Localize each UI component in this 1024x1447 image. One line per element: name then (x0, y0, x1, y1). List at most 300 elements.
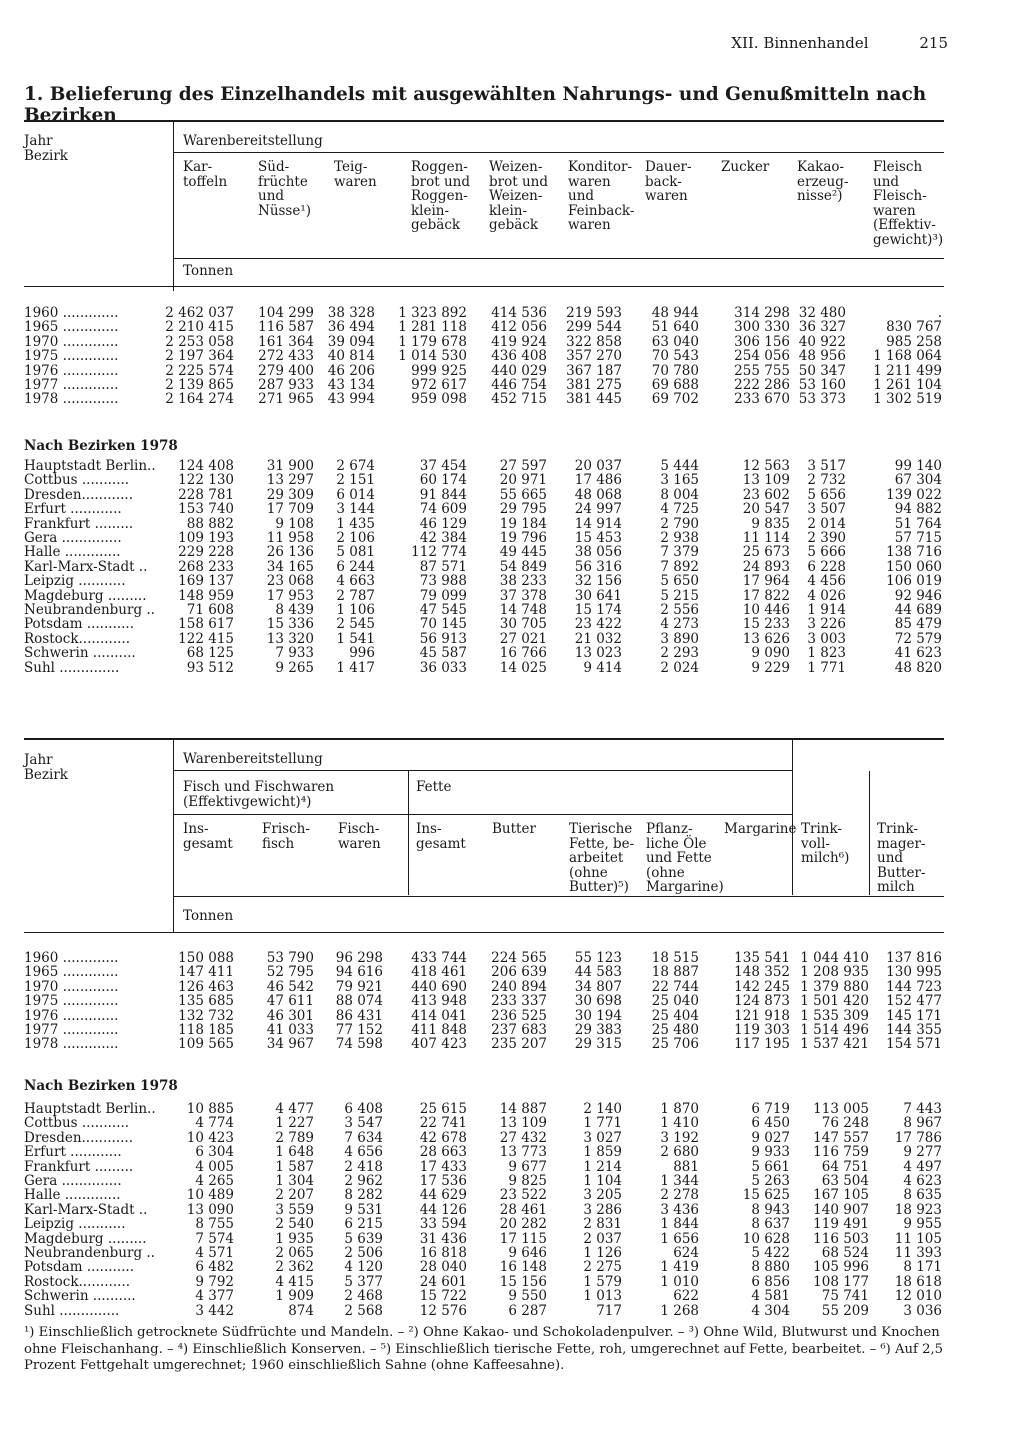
table-cell: 13 109 (742, 472, 790, 489)
table-cell: 1 535 309 (800, 1007, 869, 1024)
column-header: Weizen- brot und Weizen- klein- gebäck (489, 159, 548, 233)
table-cell: 43 134 (327, 377, 375, 393)
table-cell: 1 823 (807, 645, 846, 662)
table-cell: 414 041 (411, 1007, 467, 1024)
table-cell: 5 656 (807, 486, 846, 503)
table-cell: 17 709 (266, 501, 314, 518)
row-label: 1970 ............. (24, 978, 119, 995)
table-cell: 70 780 (651, 362, 699, 379)
table-cell: 69 702 (651, 391, 699, 408)
table-cell: 135 685 (178, 993, 234, 1010)
table-cell: 12 576 (419, 1302, 467, 1319)
table-cell: 414 536 (491, 305, 547, 321)
table-cell: 4 273 (660, 616, 699, 633)
table-cell: 1 323 892 (398, 305, 467, 321)
table-cell: 36 033 (419, 659, 467, 676)
table-cell: 5 639 (344, 1230, 383, 1247)
table-cell: 5 263 (751, 1173, 790, 1189)
table-cell: 2 065 (275, 1245, 314, 1261)
table-cell: 622 (673, 1288, 699, 1305)
table-cell: 1 541 (336, 630, 375, 647)
table-cell: 1 208 935 (800, 964, 869, 981)
table-cell: 38 056 (574, 544, 622, 561)
table-cell: 1 410 (660, 1115, 699, 1132)
table-cell: 28 663 (419, 1144, 467, 1161)
table-cell: 5 377 (344, 1273, 383, 1290)
table-cell: 9 677 (508, 1158, 547, 1175)
table-cell: 34 967 (266, 1036, 314, 1053)
table-cell: 126 463 (178, 978, 234, 995)
table-cell: 119 491 (813, 1216, 869, 1233)
table-cell: 235 207 (491, 1036, 547, 1053)
table-cell: 2 556 (660, 602, 699, 618)
row-label: 1970 ............. (24, 333, 119, 350)
table-cell: 4 415 (275, 1273, 314, 1290)
table-cell: 15 625 (742, 1187, 790, 1204)
table-cell: 24 893 (742, 558, 790, 575)
table-cell: 8 943 (751, 1201, 790, 1218)
table-cell: 25 480 (651, 1022, 699, 1038)
column-header: Dauer- back- waren (645, 159, 692, 204)
row-label: 1965 ............. (24, 964, 119, 981)
row-label: Rostock............ (24, 1273, 131, 1290)
table-cell: 85 479 (894, 616, 942, 633)
table-cell: 4 656 (344, 1144, 383, 1161)
table-cell: 1 435 (336, 515, 375, 532)
table-cell: 167 105 (813, 1187, 869, 1204)
table-cell: 42 384 (419, 530, 467, 546)
table-cell: 22 744 (651, 978, 699, 995)
table-cell: 2 540 (275, 1216, 314, 1233)
column-header: Trink- voll- milch⁶) (801, 821, 850, 866)
column-header: Zucker (721, 159, 770, 175)
table-cell: 138 716 (886, 544, 942, 561)
table-cell: 279 400 (258, 362, 314, 379)
table-cell: 74 598 (335, 1036, 383, 1053)
table-cell: 23 602 (742, 486, 790, 503)
table-cell: 43 994 (327, 391, 375, 408)
table-cell: 20 971 (499, 472, 547, 489)
row-label: Gera .............. (24, 530, 122, 546)
table-cell: 6 482 (195, 1259, 234, 1276)
fat-heading: Fette (416, 779, 452, 795)
table-cell: 47 545 (419, 602, 467, 618)
row-label: 1975 ............. (24, 993, 119, 1010)
table-cell: 413 948 (411, 993, 467, 1010)
table-cell: 140 907 (813, 1201, 869, 1218)
table-cell: 161 364 (258, 333, 314, 350)
table-cell: 4 265 (195, 1173, 234, 1189)
row-label: Cottbus ........... (24, 1115, 130, 1132)
table-cell: 31 900 (266, 458, 314, 474)
column-header: Ins- gesamt (416, 821, 466, 852)
table-cell: 3 036 (903, 1302, 942, 1319)
row-label: Erfurt ............ (24, 501, 122, 518)
table-cell: 9 265 (275, 659, 314, 676)
table-cell: 237 683 (491, 1022, 547, 1038)
table-cell: 25 673 (742, 544, 790, 561)
table-cell: 10 489 (186, 1187, 234, 1204)
table-cell: 13 023 (574, 645, 622, 662)
table-cell: 996 (349, 645, 375, 662)
table-cell: 3 890 (660, 630, 699, 647)
table-cell: 13 090 (186, 1201, 234, 1218)
table-cell: 152 477 (886, 993, 942, 1010)
table-cell: 1 844 (660, 1216, 699, 1233)
table-cell: 27 021 (499, 630, 547, 647)
table-cell: 23 422 (574, 616, 622, 633)
table-cell: 112 774 (411, 544, 467, 561)
table-cell: 9 835 (751, 515, 790, 532)
table-cell: 99 140 (894, 458, 942, 474)
row-label: 1965 ............. (24, 319, 119, 336)
table-cell: 124 873 (734, 993, 790, 1010)
table-cell: 148 352 (734, 964, 790, 981)
table-cell: 11 393 (894, 1245, 942, 1261)
table-cell: 1 302 519 (873, 391, 942, 408)
table-cell: 17 115 (499, 1230, 547, 1247)
table-cell: 79 099 (419, 587, 467, 604)
table-cell: 3 226 (807, 616, 846, 633)
table-cell: 51 640 (651, 319, 699, 336)
table-cell: 4 623 (903, 1173, 942, 1189)
column-header: Pflanz- liche Öle und Fette (ohne Margarine) (646, 821, 724, 895)
table-cell: 3 192 (660, 1129, 699, 1146)
table-cell: 94 882 (894, 501, 942, 518)
table-cell: 119 303 (734, 1022, 790, 1038)
table-cell: 68 524 (821, 1245, 869, 1261)
table-cell: 27 432 (499, 1129, 547, 1146)
table-cell: 9 531 (344, 1201, 383, 1218)
row-label: Suhl .............. (24, 1302, 120, 1319)
table-cell: 121 918 (734, 1007, 790, 1024)
table-cell: 55 209 (821, 1302, 869, 1319)
table-cell: 8 967 (903, 1115, 942, 1132)
table-cell: 9 955 (903, 1216, 942, 1233)
table-cell: 17 964 (742, 573, 790, 590)
table-cell: 3 517 (807, 458, 846, 474)
table-cell: 6 304 (195, 1144, 234, 1161)
table-cell: 3 144 (336, 501, 375, 518)
row-label: 1978 ............. (24, 1036, 119, 1053)
row-label: Cottbus ........... (24, 472, 130, 489)
page-number: 215 (919, 34, 948, 52)
table-cell: 49 445 (499, 544, 547, 561)
table-cell: 1 859 (583, 1144, 622, 1161)
table-cell: 24 601 (419, 1273, 467, 1290)
table-cell: 8 637 (751, 1216, 790, 1233)
table-cell: 5 215 (660, 587, 699, 604)
table-cell: 999 925 (411, 362, 467, 379)
table-cell: 10 446 (742, 602, 790, 618)
table-cell: 367 187 (566, 362, 622, 379)
row-label: 1960 ............. (24, 950, 119, 966)
table-cell: 150 060 (886, 558, 942, 575)
table-cell: 13 626 (742, 630, 790, 647)
table-cell: 87 571 (419, 558, 467, 575)
table-cell: 29 795 (499, 501, 547, 518)
table-cell: 2 275 (583, 1259, 622, 1276)
table-cell: 22 741 (419, 1115, 467, 1132)
table-cell: 4 477 (275, 1101, 314, 1117)
table-cell: 236 525 (491, 1007, 547, 1024)
table-cell: 9 933 (751, 1144, 790, 1161)
table-cell: 144 355 (886, 1022, 942, 1038)
row-label: 1977 ............. (24, 377, 119, 393)
table-cell: 41 033 (266, 1022, 314, 1038)
table-cell: 9 646 (508, 1245, 547, 1261)
table-cell: 47 611 (266, 993, 314, 1010)
column-header: Fisch- waren (338, 821, 381, 852)
row-label: Hauptstadt Berlin.. (24, 1101, 156, 1117)
table-cell: 440 690 (411, 978, 467, 995)
table-cell: 122 130 (178, 472, 234, 489)
table-cell: 15 156 (499, 1273, 547, 1290)
table-cell: 717 (596, 1302, 622, 1319)
table-cell: 55 665 (499, 486, 547, 503)
table-cell: 2 789 (275, 1129, 314, 1146)
table-cell: 11 114 (742, 530, 790, 546)
table-cell: 18 515 (651, 950, 699, 966)
table-cell: 4 456 (807, 573, 846, 590)
table-cell: 2 418 (344, 1158, 383, 1175)
table-cell: 255 755 (734, 362, 790, 379)
table-cell: 25 615 (419, 1101, 467, 1117)
table-cell: 5 650 (660, 573, 699, 590)
table-cell: 30 194 (574, 1007, 622, 1024)
table-cell: 1 168 064 (873, 348, 942, 365)
table-cell: 407 423 (411, 1036, 467, 1053)
table-cell: 8 004 (660, 486, 699, 503)
table-cell: 75 741 (821, 1288, 869, 1305)
table-cell: 32 156 (574, 573, 622, 590)
table-cell: 10 885 (186, 1101, 234, 1117)
table-cell: 2 831 (583, 1216, 622, 1233)
table-cell: 118 185 (178, 1022, 234, 1038)
stub-heading: Jahr Bezirk (24, 133, 68, 164)
row-label: Frankfurt ......... (24, 1158, 134, 1175)
table-cell: 1 010 (660, 1273, 699, 1290)
table-cell: 53 160 (798, 377, 846, 393)
table-cell: 3 003 (807, 630, 846, 647)
table-cell: 1 379 880 (800, 978, 869, 995)
table-cell: 357 270 (566, 348, 622, 365)
table-cell: 17 536 (419, 1173, 467, 1189)
table-cell: 18 923 (894, 1201, 942, 1218)
table-cell: 2 225 574 (165, 362, 234, 379)
table-cell: 5 422 (751, 1245, 790, 1261)
table-cell: 12 010 (894, 1288, 942, 1305)
table-cell: 53 373 (798, 391, 846, 408)
footnotes: ¹) Einschließlich getrocknete Südfrüchte und Mandeln. – ²) Ohne Kakao- und Schokoladenpulver. – ³) Ohne Wild, Blutwurst und Knochen ohne Fleischanhang. – ⁴) Einschließlich Konserven. – ⁵) Einschließlich tierische Fette, roh, umgerechnet auf Fette, bearbeitet. – ⁶) Auf 2,5 Prozent Fettgehalt umgerechnet; 1960 einschließlich Sahne (ohne Kaffeesahne). (24, 1325, 944, 1373)
table-cell: 2 468 (344, 1288, 383, 1305)
table-cell: 5 444 (660, 458, 699, 474)
table-cell: 8 282 (344, 1187, 383, 1204)
table-cell: 10 628 (742, 1230, 790, 1247)
table-cell: 4 005 (195, 1158, 234, 1175)
table-cell: 9 792 (195, 1273, 234, 1290)
table-cell: 48 068 (574, 486, 622, 503)
table-cell: 30 705 (499, 616, 547, 633)
table-cell: 419 924 (491, 333, 547, 350)
table-cell: 3 436 (660, 1201, 699, 1218)
row-label: Magdeburg ......... (24, 587, 147, 604)
table-cell: 11 105 (894, 1230, 942, 1247)
table-cell: 74 609 (419, 501, 467, 518)
table-cell: 436 408 (491, 348, 547, 365)
table-cell: 8 635 (903, 1187, 942, 1204)
unit-label: Tonnen (183, 908, 234, 924)
table-cell: 381 275 (566, 377, 622, 393)
table-cell: 2 462 037 (165, 305, 234, 321)
table-cell: 1 013 (583, 1288, 622, 1305)
table-cell: 6 228 (807, 558, 846, 575)
table-cell: 108 177 (813, 1273, 869, 1290)
table-cell: 1 304 (275, 1173, 314, 1189)
table-cell: 17 433 (419, 1158, 467, 1175)
table-cell: 1 870 (660, 1101, 699, 1117)
table-cell: 4 774 (195, 1115, 234, 1132)
table-cell: 206 639 (491, 964, 547, 981)
row-label: Schwerin .......... (24, 645, 136, 662)
row-label: Gera .............. (24, 1173, 122, 1189)
table-cell: 2 938 (660, 530, 699, 546)
table-cell: 21 032 (574, 630, 622, 647)
table-cell: 3 547 (344, 1115, 383, 1132)
table-cell: 7 933 (275, 645, 314, 662)
table-cell: 1 281 118 (398, 319, 467, 336)
table-cell: 7 892 (660, 558, 699, 575)
table-cell: 14 025 (499, 659, 547, 676)
table-cell: 60 174 (419, 472, 467, 489)
table-cell: 88 882 (186, 515, 234, 532)
column-header: Kakao- erzeug- nisse²) (797, 159, 849, 204)
table-cell: 412 056 (491, 319, 547, 336)
table-cell: 25 706 (651, 1036, 699, 1053)
table-cell: 27 597 (499, 458, 547, 474)
table-cell: 77 152 (335, 1022, 383, 1038)
table-cell: 2 106 (336, 530, 375, 546)
table-cell: 1 648 (275, 1144, 314, 1161)
table-cell: 7 574 (195, 1230, 234, 1247)
table-cell: 48 820 (894, 659, 942, 676)
table-cell: 71 608 (186, 602, 234, 618)
row-label: Dresden............ (24, 1129, 134, 1146)
row-label: Magdeburg ......... (24, 1230, 147, 1247)
table-cell: 4 663 (336, 573, 375, 590)
table-cell: 2 362 (275, 1259, 314, 1276)
table-cell: 23 068 (266, 573, 314, 590)
table-cell: 2 164 274 (165, 391, 234, 408)
fish-heading: Fisch und Fischwaren (Effektivgewicht)⁴) (183, 779, 335, 810)
table-cell: 63 040 (651, 333, 699, 350)
table-cell: 5 666 (807, 544, 846, 561)
table-cell: 150 088 (178, 950, 234, 966)
table-cell: 272 433 (258, 348, 314, 365)
table-cell: 88 074 (335, 993, 383, 1010)
table-cell: 44 629 (419, 1187, 467, 1204)
table-cell: 15 336 (266, 616, 314, 633)
table-cell: 69 688 (651, 377, 699, 393)
column-header: Margarine (724, 821, 797, 837)
table-cell: 67 304 (894, 472, 942, 489)
table-cell: 169 137 (178, 573, 234, 590)
table-cell: 268 233 (178, 558, 234, 575)
table-cell: 228 781 (178, 486, 234, 503)
table-cell: 219 593 (566, 305, 622, 321)
table-cell: 145 171 (886, 1007, 942, 1024)
table-cell: 48 944 (651, 305, 699, 321)
table-cell: 14 914 (574, 515, 622, 532)
table-cell: 16 148 (499, 1259, 547, 1276)
table-cell: 271 965 (258, 391, 314, 408)
table-cell: 306 156 (734, 333, 790, 350)
section-name: XII. Binnenhandel (731, 34, 869, 52)
table-cell: 54 849 (499, 558, 547, 575)
table-cell: 1 514 496 (800, 1022, 869, 1038)
table-cell: 8 880 (751, 1259, 790, 1276)
table-cell: 3 442 (195, 1302, 234, 1319)
table-cell: 25 040 (651, 993, 699, 1010)
table-cell: 37 378 (499, 587, 547, 604)
table-cell: 6 408 (344, 1101, 383, 1117)
table-cell: 34 807 (574, 978, 622, 995)
table-cell: 86 431 (335, 1007, 383, 1024)
table-cell: 4 377 (195, 1288, 234, 1305)
table-cell: 3 507 (807, 501, 846, 518)
table-cell: 20 547 (742, 501, 790, 518)
column-header: Frisch- fisch (262, 821, 310, 852)
table-cell: 2 732 (807, 472, 846, 489)
table-cell: 7 379 (660, 544, 699, 561)
table-cell: 2 197 364 (165, 348, 234, 365)
table-cell: 139 022 (886, 486, 942, 503)
table-cell: 874 (288, 1302, 314, 1319)
table-cell: 299 544 (566, 319, 622, 336)
table-cell: 18 618 (894, 1273, 942, 1290)
table-cell: 38 233 (499, 573, 547, 590)
row-label: Halle ............. (24, 544, 121, 561)
table-cell: 972 617 (411, 377, 467, 393)
table-cell: 2 545 (336, 616, 375, 633)
running-header (731, 34, 948, 52)
table-cell: 55 123 (574, 950, 622, 966)
table-cell: 20 037 (574, 458, 622, 474)
table-cell: 13 297 (266, 472, 314, 489)
row-label: 1978 ............. (24, 391, 119, 408)
table-cell: 40 814 (327, 348, 375, 365)
stub-heading: Jahr Bezirk (24, 752, 68, 783)
table-cell: 2 506 (344, 1245, 383, 1261)
row-label: Halle ............. (24, 1187, 121, 1204)
table-cell: 4 497 (903, 1158, 942, 1175)
table-cell: 5 081 (336, 544, 375, 561)
table-cell: 1 771 (583, 1115, 622, 1132)
row-label: Erfurt ............ (24, 1144, 122, 1161)
table-cell: 18 887 (651, 964, 699, 981)
table-cell: 2 278 (660, 1187, 699, 1204)
table-cell: 452 715 (491, 391, 547, 408)
table-cell: 8 755 (195, 1216, 234, 1233)
table-cell: 17 786 (894, 1129, 942, 1146)
table-cell: 1 268 (660, 1302, 699, 1319)
table-cell: 113 005 (813, 1101, 869, 1117)
table-cell: 91 844 (419, 486, 467, 503)
table-cell: 28 461 (499, 1201, 547, 1218)
table-cell: 147 411 (178, 964, 234, 981)
table-cell: 240 894 (491, 978, 547, 995)
table-cell: 70 543 (651, 348, 699, 365)
